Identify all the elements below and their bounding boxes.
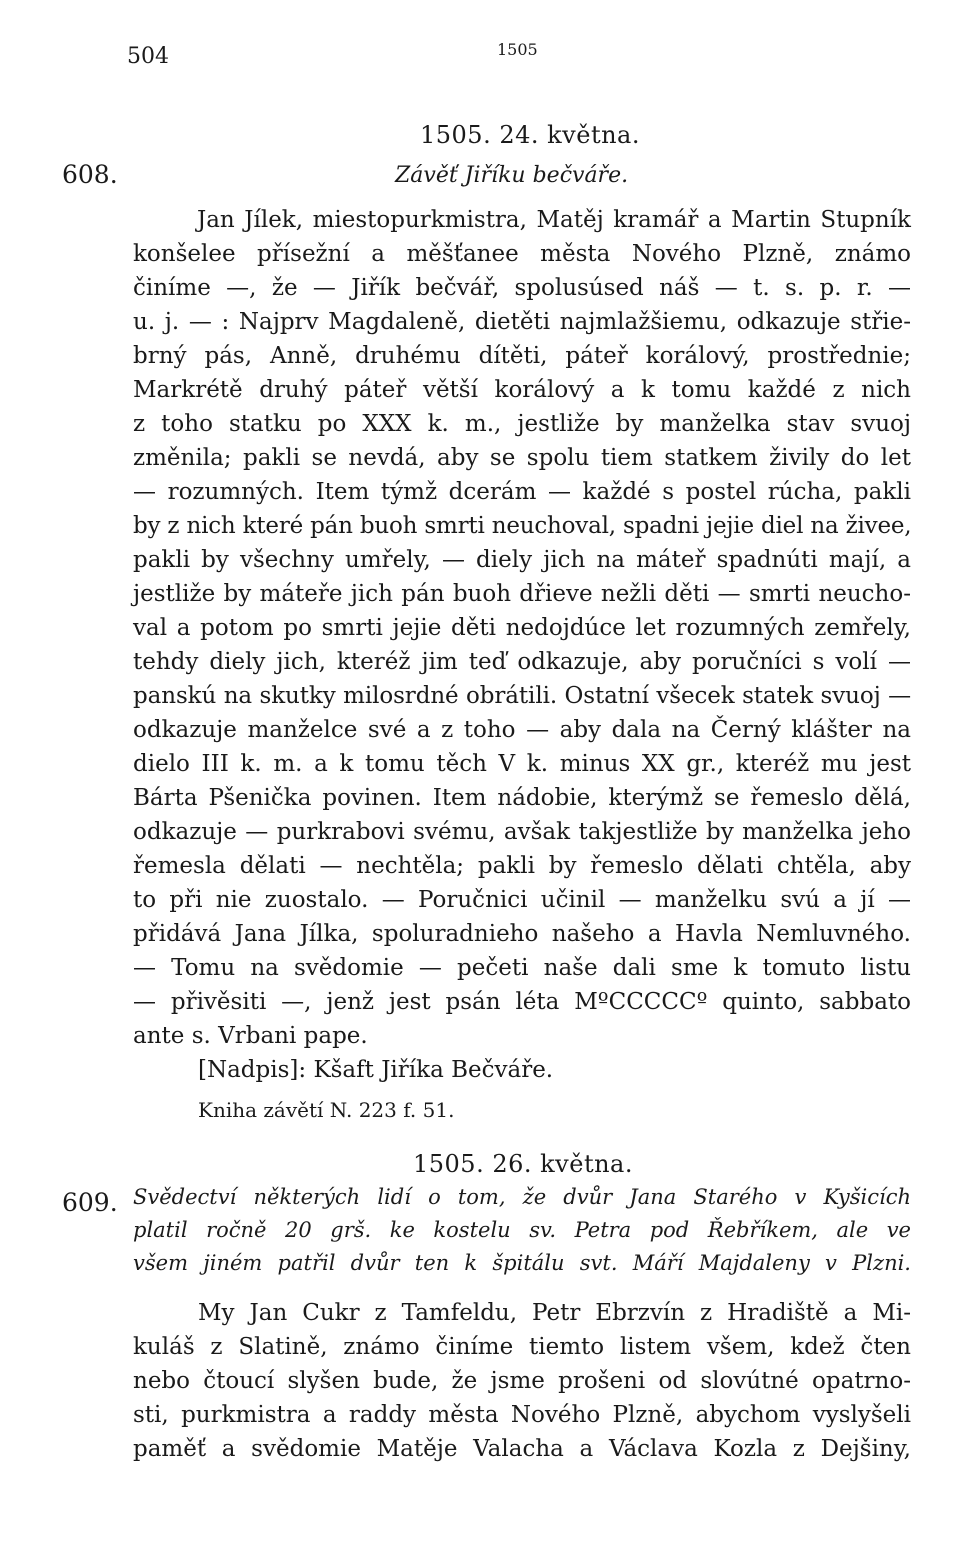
text-line: by z nich které pán buoh smrti neuchoval, spadni jejie diel na živee, bbox=[133, 513, 912, 539]
text-line: odkazuje — purkrabovi svému, avšak takjestliže by manželka jeho bbox=[133, 819, 911, 845]
text-line: z toho statku po XXX k. m., jestliže by manželka stav svuoj bbox=[133, 411, 911, 437]
text-line: to při nie zuostalo. — Poručnici učinil — manželku svú a jí — bbox=[133, 887, 911, 913]
text-line: My Jan Cukr z Tamfeldu, Petr Ebrzvín z Hradiště a Mi- bbox=[198, 1300, 911, 1326]
title-line: všem jiném patřil dvůr ten k špitálu svt. Máří Majdaleny v Plzni. bbox=[133, 1251, 911, 1275]
document-date: 1505. 26. května. bbox=[413, 1150, 633, 1178]
text-line: kuláš z Slatině, známo činíme tiemto listem všem, kdež čten bbox=[133, 1334, 911, 1360]
page-number: 504 bbox=[127, 44, 169, 69]
text-line: přidává Jana Jílka, spoluradnieho našeho a Havla Nemluvného. bbox=[133, 921, 911, 947]
document-date: 1505. 24. května. bbox=[420, 121, 640, 149]
text-line: val a potom po smrti jejie děti nedojdúce let rozumných zemřely, bbox=[133, 615, 911, 641]
text-line: změnila; pakli se nevdá, aby se spolu tiem statkem živily do let bbox=[133, 445, 911, 471]
text-line: Markrétě druhý páteř větší korálový a k tomu každé z nich bbox=[133, 377, 911, 403]
text-line: Bárta Pšenička povinen. Item nádobie, kterýmž se řemeslo dělá, bbox=[133, 785, 911, 811]
text-line: — přivěsiti —, jenž jest psán léta MºCCCCCº quinto, sabbato bbox=[133, 989, 911, 1015]
text-line: dielo III k. m. a k tomu těch V k. minus XX gr., kteréž mu jest bbox=[133, 751, 911, 777]
document-number: 608. bbox=[62, 160, 118, 189]
text-line: jestliže by máteře jich pán buoh dřieve nežli děti — smrti neucho- bbox=[133, 581, 911, 607]
text-line: konšelee přísežní a měšťanee města Nového Plzně, známo bbox=[133, 241, 911, 267]
inscription: [Nadpis]: Kšaft Jiříka Bečváře. bbox=[198, 1057, 554, 1083]
title-line: platil ročně 20 grš. ke kostelu sv. Petra pod Řebříkem, ale ve bbox=[133, 1218, 911, 1242]
text-line: panskú na skutky milosrdné obrátili. Ostatní všecek statek svuoj — bbox=[133, 683, 911, 709]
text-line: ante s. Vrbani pape. bbox=[133, 1023, 368, 1049]
text-line: tehdy diely jich, kteréž jim teď odkazuje, aby poručníci s volí — bbox=[133, 649, 911, 675]
title-line: Svědectví některých lidí o tom, že dvůr Jana Starého v Kyšicích bbox=[133, 1185, 911, 1209]
text-line: pakli by všechny umřely, — diely jich na máteř spadnúti mají, a bbox=[133, 547, 911, 573]
text-line: sti, purkmistra a raddy města Nového Plzně, abychom vyslyšeli bbox=[133, 1402, 911, 1428]
document-number: 609. bbox=[62, 1188, 118, 1217]
text-line: — rozumných. Item týmž dcerám — každé s postel rúcha, pakli bbox=[133, 479, 911, 505]
text-line: Jan Jílek, miestopurkmistra, Matěj kramář a Martin Stupník bbox=[197, 207, 911, 233]
running-header: 1505 bbox=[497, 40, 538, 59]
text-line: řemesla dělati — nechtěla; pakli by řemeslo dělati chtěla, aby bbox=[133, 853, 911, 879]
text-line: u. j. — : Najprv Magdaleně, dietěti najmlažšiemu, odkazuje střie- bbox=[133, 309, 911, 335]
document-title: Závěť Jiříku bečváře. bbox=[395, 163, 629, 188]
source-reference: Kniha závětí N. 223 f. 51. bbox=[198, 1098, 455, 1122]
text-line: brný pás, Anně, druhému dítěti, páteř korálový, prostřednie; bbox=[133, 343, 911, 369]
text-line: činíme —, že — Jiřík bečvář, spolusúsed náš — t. s. p. r. — bbox=[133, 275, 911, 301]
text-line: odkazuje manželce své a z toho — aby dala na Černý klášter na bbox=[133, 717, 911, 743]
text-line: nebo čtoucí slyšen bude, že jsme prošeni od slovútné opatrno- bbox=[133, 1368, 911, 1394]
text-line: paměť a svědomie Matěje Valacha a Václava Kozla z Dejšiny, bbox=[133, 1436, 911, 1462]
text-line: — Tomu na svědomie — pečeti naše dali sme k tomuto listu bbox=[133, 955, 911, 981]
